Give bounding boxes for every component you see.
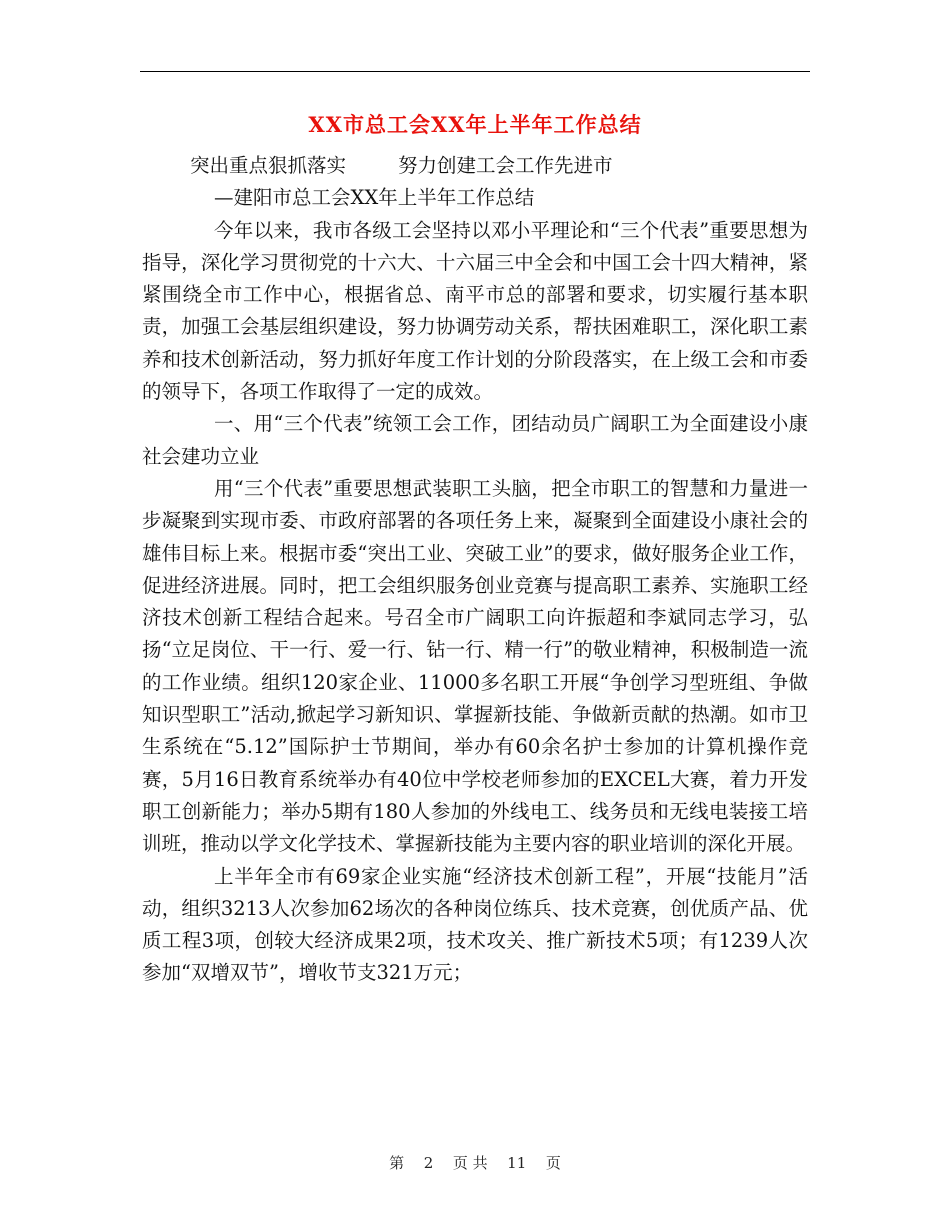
footer-mid: 页 共 <box>452 1154 488 1172</box>
footer-prefix: 第 <box>389 1154 405 1172</box>
document-subtitle <box>142 150 808 182</box>
total-pages-number: 11 <box>507 1154 527 1172</box>
section-heading-1: 一、用“三个代表”统领工会工作，团结动员广阔职工为全面建设小康社会建功立业 <box>142 412 808 468</box>
subtitle-right: 努力创建工会工作先进市 <box>398 154 613 177</box>
subtitle-left: 突出重点狠抓落实 <box>190 154 347 177</box>
document-body <box>142 150 808 990</box>
footer-suffix: 页 <box>545 1154 561 1172</box>
page-footer <box>140 1151 810 1175</box>
current-page-number: 2 <box>423 1154 434 1172</box>
header-rule <box>140 71 810 72</box>
paragraph-innovation: 上半年全市有69家企业实施“经济技术创新工程”，开展“技能月”活动，组织3213人次参加62场次的各种岗位练兵、技术竞赛，创优质产品、优质工程3项，创较大经济成果2项，技术攻关、推广新技术5项；有1239人次参加“双增双节”，增收节支321万元； <box>142 864 808 985</box>
paragraph-section-1: 用“三个代表”重要思想武装职工头脑，把全市职工的智慧和力量进一步凝聚到实现市委、市政府部署的各项任务上来，凝聚到全面建设小康社会的雄伟目标上来。根据市委“突出工业、突破工业”的要求，做好服务企业工作，促进经济进展。同时，把工会组织服务创业竞赛与提高职工素养、实施职工经济技术创新工程结合起来。号召全市广阔职工向许振超和李斌同志学习，弘扬“立足岗位、干一行、爱一行、钻一行、精一行”的敬业精神，积极制造一流的工作业绩。组织120家企业、11000多名职工开展“争创学习型班组、争做知识型职工”活动,掀起学习新知识、掌握新技能、争做新贡献的热潮。如市卫生系统在“5.12”国际护士节期间，举办有60余名护士参加的计算机操作竞赛，5月16日教育系统举办有40位中学校老师参加的EXCEL大赛，着力开发职工创新能力；举办5期有180人参加的外线电工、线务员和无线电装接工培训班，推动以学文化学技术、掌握新技能为主要内容的职业培训的深化开展。 <box>142 476 808 856</box>
document-byline: —建阳市总工会XX年上半年工作总结 <box>214 186 535 210</box>
document-title: XX市总工会XX年上半年工作总结 <box>308 112 642 137</box>
paragraph-intro: 今年以来，我市各级工会坚持以邓小平理论和“三个代表”重要思想为指导，深化学习贯彻党的十六大、十六届三中全会和中国工会十四大精神，紧紧围绕全市工作中心，根据省总、南平市总的部署和要求，切实履行基本职责，加强工会基层组织建设，努力协调劳动关系，帮扶困难职工，深化职工素养和技术创新活动，努力抓好年度工作计划的分阶段落实，在上级工会和市委的领导下，各项工作取得了一定的成效。 <box>142 218 808 404</box>
